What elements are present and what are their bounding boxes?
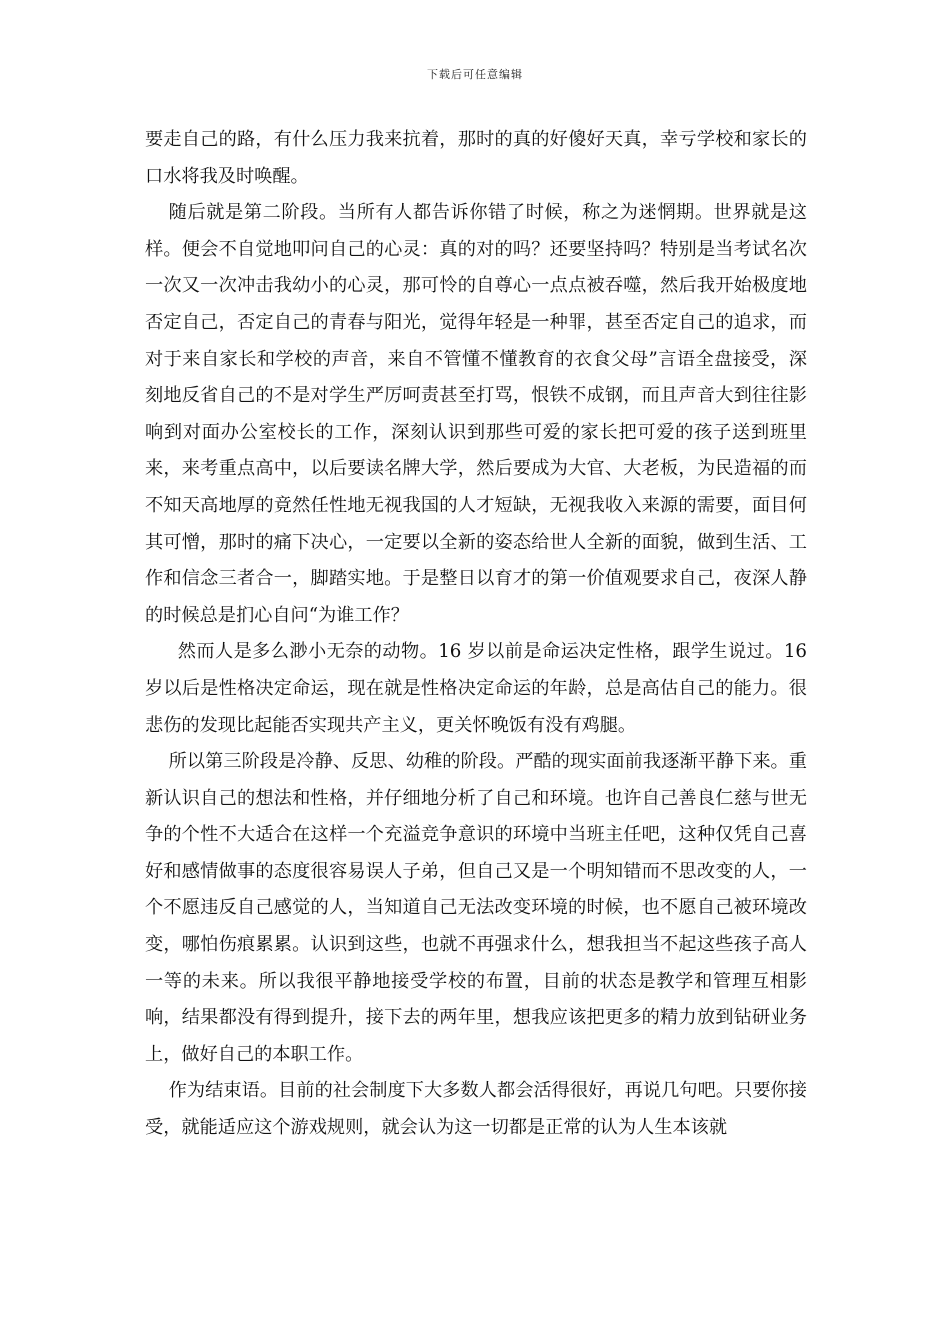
paragraph-5: 作为结束语。目前的社会制度下大多数人都会活得很好，再说几句吧。只要你接受，就能适应这个游戏规则，就会认为这一切都是正常的认为人生本该就 — [145, 1080, 807, 1139]
paragraph-1: 要走自己的路，有什么压力我来抗着，那时的真的好傻好天真，幸亏学校和家长的口水将我及时唤醒。 — [145, 129, 807, 187]
paragraph-3: 然而人是多么渺小无奈的动物。16 岁以前是命运决定性格，跟学生说过。16 岁以后是性格决定命运，现在就是性格决定命运的年龄，总是高估自己的能力。很悲伤的发现比起能否实现共产主义，更关怀晚饭有没有鸡腿。 — [145, 641, 807, 736]
paragraph-4: 所以第三阶段是冷静、反思、幼稚的阶段。严酷的现实面前我逐渐平静下来。重新认识自己的想法和性格，并仔细地分析了自己和环境。也许自己善良仁慈与世无争的个性不大适合在这样一个充溢竞争意识的环境中当班主任吧，这种仅凭自己喜好和感情做事的态度很容易误人子弟，但自己又是一个明知错而不思改变的人，一个不愿违反自己感觉的人，当知道自己无法改变环境的时候，也不愿自己被环境改变，哪怕伤痕累累。认识到这些，也就不再强求什么，想我担当不起这些孩子高人一等的未来。所以我很平静地接受学校的布置，目前的状态是教学和管理互相影响，结果都没有得到提升，接下去的两年里，想我应该把更多的精力放到钻研业务上，做好自己的本职工作。 — [145, 751, 807, 1065]
page-header-note: 下载后可任意编辑 — [427, 68, 523, 81]
document-body — [145, 122, 807, 1147]
paragraph-2: 随后就是第二阶段。当所有人都告诉你错了时候，称之为迷惘期。世界就是这样。便会不自觉地叩问自己的心灵：真的对的吗？还要坚持吗？特别是当考试名次一次又一次冲击我幼小的心灵，那可怜的自尊心一点点被吞噬，然后我开始极度地否定自己，否定自己的青春与阳光，觉得年轻是一种罪，甚至否定自己的追求，而对于来自家长和学校的声音，来自不管懂不懂教育的衣食父母”言语全盘接受，深刻地反省自己的不是对学生严厉呵责甚至打骂，恨铁不成钢，而且声音大到往往影响到对面办公室校长的工作，深刻认识到那些可爱的家长把可爱的孩子送到班里来，来考重点高中，以后要读名牌大学，然后要成为大官、大老板，为民造福的而不知天高地厚的竟然任性地无视我国的人才短缺，无视我收入来源的需要，面目何其可憎，那时的痛下决心，一定要以全新的姿态给世人全新的面貌，做到生活、工作和信念三者合一，脚踏实地。于是整日以育才的第一价值观要求自己，夜深人静的时候总是扪心自问“为谁工作？ — [145, 202, 807, 626]
